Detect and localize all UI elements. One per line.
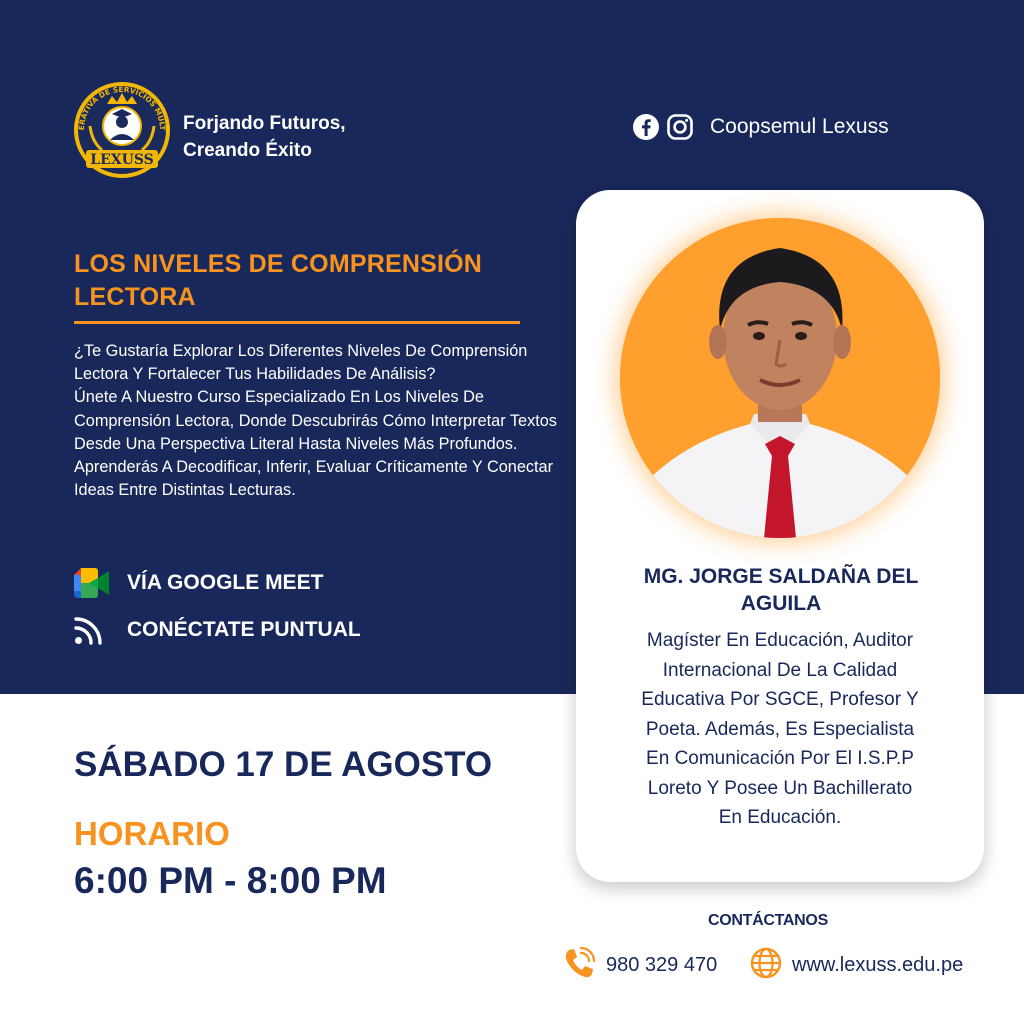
social-handle[interactable]: Coopsemul Lexuss bbox=[710, 115, 889, 138]
speaker-bio-line: Magíster En Educación, Auditor bbox=[646, 630, 914, 651]
feature-connect-label: CONÉCTATE PUNTUAL bbox=[127, 618, 361, 641]
logo-arc-text: ERATIVA DE SERVICIOS MULT bbox=[76, 84, 168, 131]
description-question: ¿Te Gustaría Explorar Los Diferentes Niveles De Comprensión Lectora Y Fortalecer Tus Habilidades De Análisis? bbox=[74, 342, 528, 384]
tagline-line-2: Creando Éxito bbox=[183, 140, 312, 161]
contact-website[interactable] bbox=[750, 945, 963, 985]
phone-number[interactable]: 980 329 470 bbox=[606, 953, 718, 976]
phone-icon bbox=[562, 946, 596, 985]
contact-title: CONTÁCTANOS bbox=[708, 912, 828, 929]
globe-icon bbox=[750, 947, 782, 984]
course-title-line-2: LECTORA bbox=[74, 283, 196, 311]
contact-phone[interactable] bbox=[562, 945, 717, 985]
speaker-bio bbox=[594, 626, 966, 833]
speaker-bio-line: En Educación. bbox=[718, 807, 842, 828]
speaker-name-line-2: AGUILA bbox=[740, 592, 822, 615]
website-url[interactable]: www.lexuss.edu.pe bbox=[792, 953, 964, 976]
google-meet-icon bbox=[74, 566, 110, 600]
feature-google-meet bbox=[74, 566, 323, 600]
event-date: SÁBADO 17 DE AGOSTO bbox=[74, 745, 493, 784]
tagline bbox=[183, 110, 346, 164]
logo-name: LEXUSS bbox=[90, 152, 154, 168]
speaker-name bbox=[596, 563, 966, 617]
speaker-bio-line: Educativa Por SGCE, Profesor Y bbox=[641, 689, 919, 710]
tagline-line-1: Forjando Futuros, bbox=[183, 113, 346, 134]
speaker-bio-line: Loreto Y Posee Un Bachillerato bbox=[647, 777, 913, 799]
feature-google-meet-label: VÍA GOOGLE MEET bbox=[127, 571, 324, 594]
instagram-icon[interactable] bbox=[666, 113, 694, 141]
course-title-line-1: LOS NIVELES DE COMPRENSIÓN bbox=[74, 250, 483, 278]
course-title bbox=[74, 248, 544, 314]
speaker-bio-line: Internacional De La Calidad bbox=[662, 659, 898, 681]
schedule-label: HORARIO bbox=[74, 815, 230, 852]
description-body: Únete A Nuestro Curso Especializado En Los Niveles De Comprensión Lectora, Donde Descubrirás Cómo Interpretar Textos Desde Una Perspectiva Literal Hasta Niveles Más Profundos. Aprenderás A Decodificar, Inferir, Evaluar Críticamente Y Conectar Ideas Entre Distintas Lecturas. bbox=[74, 388, 557, 500]
facebook-icon[interactable] bbox=[632, 113, 660, 141]
speaker-name-line-1: MG. JORGE SALDAÑA DEL bbox=[643, 565, 919, 588]
title-divider bbox=[74, 321, 520, 324]
lexuss-logo bbox=[72, 80, 172, 180]
speaker-bio-line: Poeta. Además, Es Especialista bbox=[645, 718, 915, 740]
schedule-time: 6:00 PM - 8:00 PM bbox=[74, 860, 387, 901]
speaker-photo bbox=[620, 218, 940, 538]
course-description bbox=[74, 340, 566, 502]
feature-connect bbox=[74, 613, 361, 647]
speaker-bio-line: En Comunicación Por El I.S.P.P bbox=[646, 748, 914, 769]
social-links bbox=[632, 112, 889, 142]
signal-icon bbox=[74, 613, 110, 647]
